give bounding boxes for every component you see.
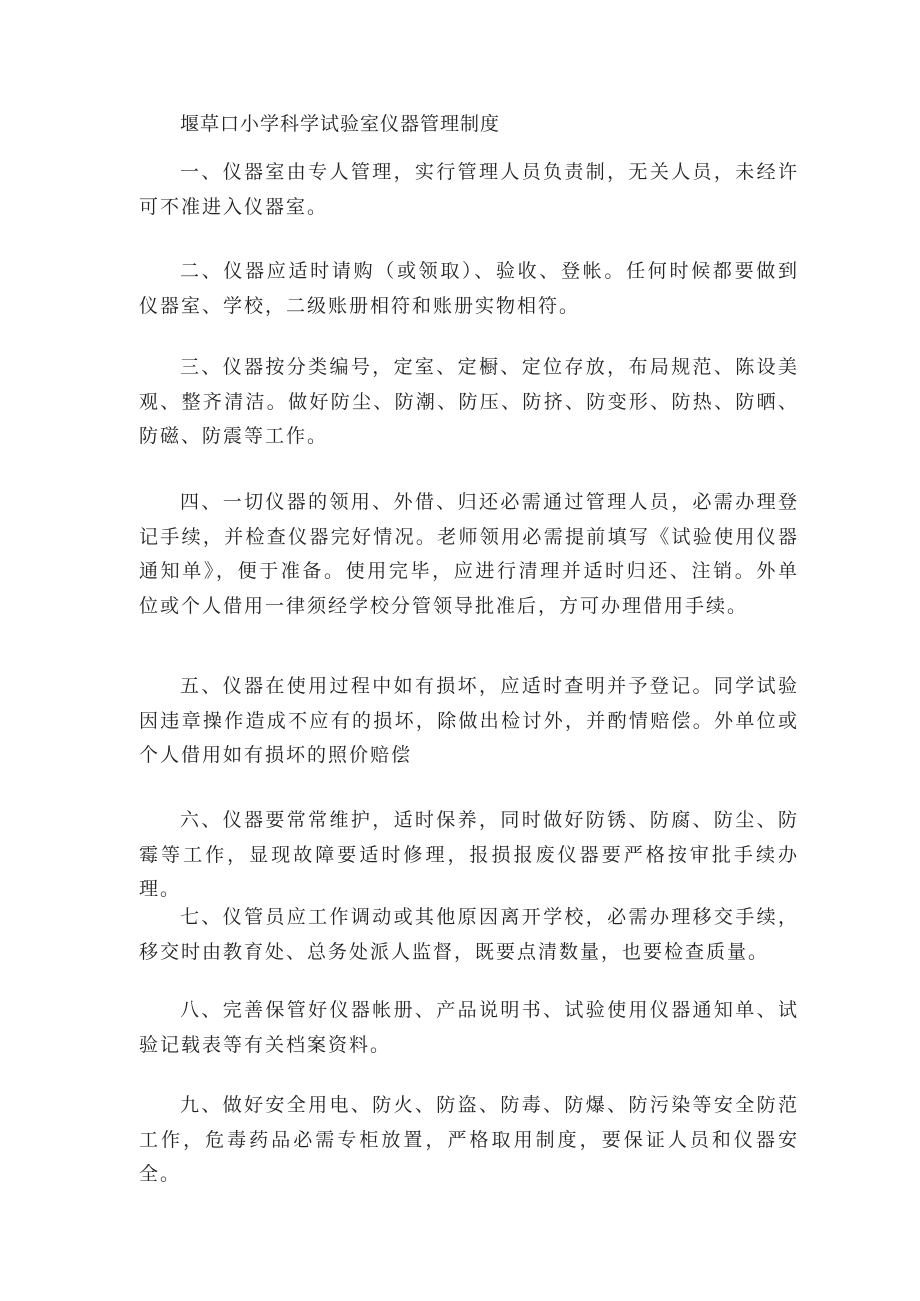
paragraph-9: 九、做好安全用电、防火、防盗、防毒、防爆、防污染等安全防范工作，危毒药品必需专柜放置，严格取用制度，要保证人员和仪器安全。 xyxy=(139,1094,799,1185)
paragraph-5: 五、仪器在使用过程中如有损坏，应适时查明并予登记。同学试验因违章操作造成不应有的损坏，除做出检讨外，并酌情赔偿。外单位或个人借用如有损坏的照价赔偿 xyxy=(139,675,799,766)
paragraph-7: 七、仪管员应工作调动或其他原因离开学校，必需办理移交手续，移交时由教育处、总务处派人监督，既要点清数量，也要检查质量。 xyxy=(139,906,799,963)
paragraph-4: 四、一切仪器的领用、外借、归还必需通过管理人员，必需办理登记手续，并检查仪器完好情况。老师领用必需提前填写《试验使用仪器通知单》，便于准备。使用完毕，应进行清理并适时归还、注销。外单位或个人借用一律须经学校分管领导批准后，方可办理借用手续。 xyxy=(139,491,799,617)
paragraph-6: 六、仪器要常常维护，适时保养，同时做好防锈、防腐、防尘、防霉等工作，显现故障要适时修理，报损报废仪器要严格按审批手续办理。 xyxy=(139,809,799,900)
paragraph-1: 一、仪器室由专人管理，实行管理人员负责制，无关人员，未经许可不准进入仪器室。 xyxy=(139,161,799,218)
paragraph-2: 二、仪器应适时请购（或领取）、验收、登帐。任何时候都要做到仪器室、学校，二级账册相符和账册实物相符。 xyxy=(139,260,799,317)
paragraph-3: 三、仪器按分类编号，定室、定橱、定位存放，布局规范、陈设美观、整齐清洁。做好防尘、防潮、防压、防挤、防变形、防热、防晒、防磁、防震等工作。 xyxy=(139,356,799,447)
paragraph-8: 八、完善保管好仪器帐册、产品说明书、试验使用仪器通知单、试验记载表等有关档案资料。 xyxy=(139,999,799,1056)
document-title: 堰草口小学科学试验室仪器管理制度 xyxy=(180,113,501,135)
